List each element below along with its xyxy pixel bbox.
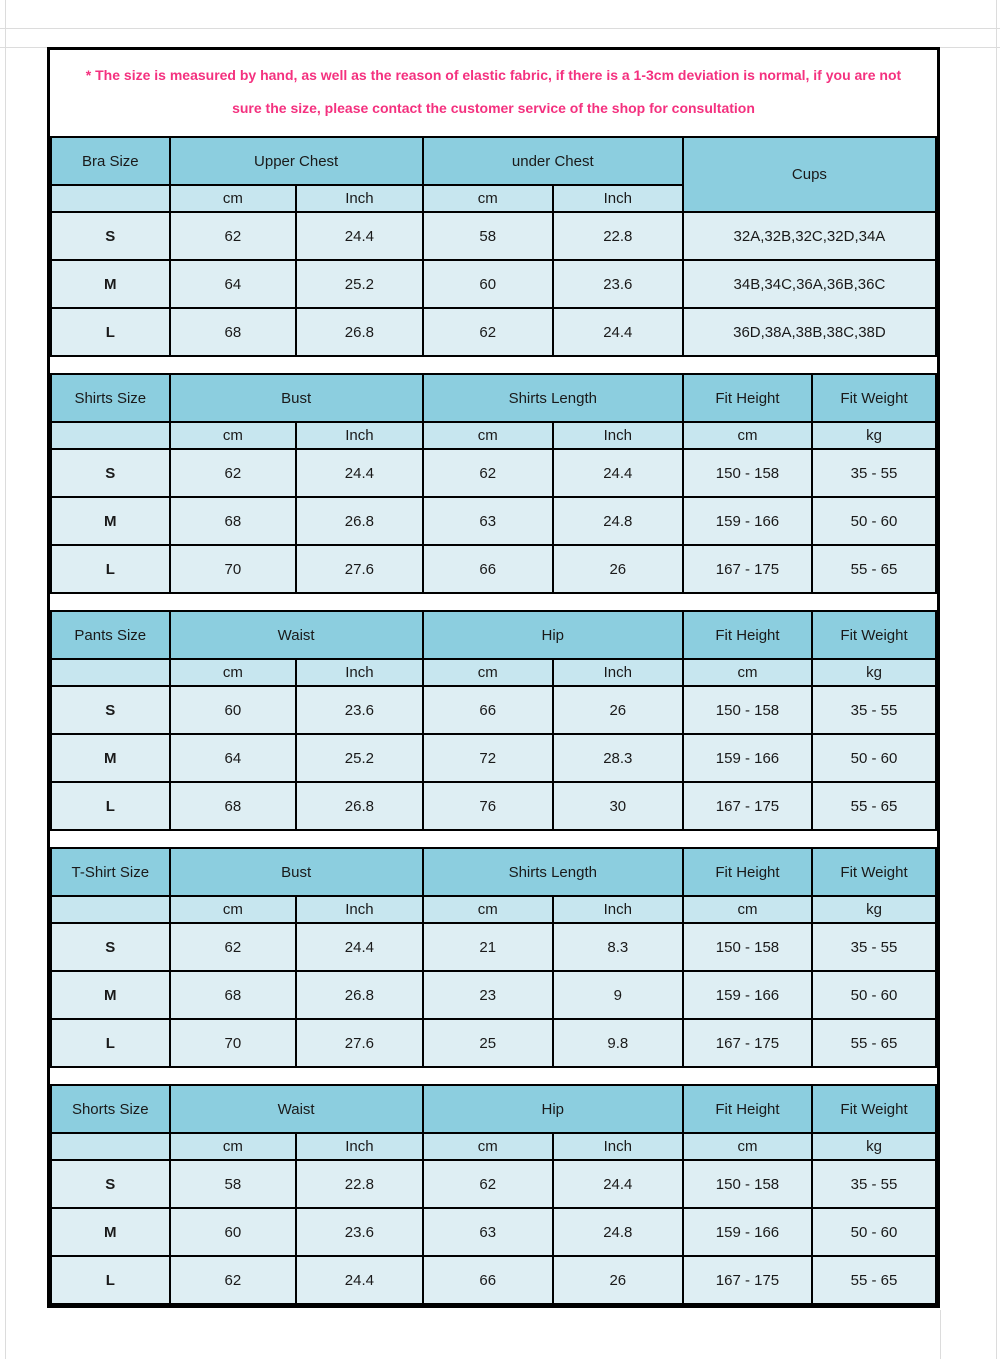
units-row	[51, 1133, 936, 1160]
value-cell: 70	[170, 545, 297, 593]
size-cell: M	[51, 971, 170, 1019]
unit-cell: cm	[683, 1133, 812, 1160]
value-cell: 68	[170, 497, 297, 545]
unit-cell: cm	[170, 422, 297, 449]
value-cell: 24.4	[296, 212, 423, 260]
value-cell: 72	[423, 734, 553, 782]
value-cell: 24.4	[296, 449, 423, 497]
unit-cell: kg	[812, 422, 936, 449]
size-row-l	[51, 545, 936, 593]
page-grid-line	[5, 0, 6, 1359]
value-cell: 64	[170, 734, 297, 782]
disclaimer-text	[50, 50, 937, 136]
header-row	[51, 374, 936, 422]
unit-cell: cm	[170, 659, 297, 686]
size-cell: M	[51, 260, 170, 308]
value-cell: 50 - 60	[812, 1208, 936, 1256]
unit-cell: cm	[170, 185, 297, 212]
size-row-l	[51, 1019, 936, 1067]
fit-height-header: Fit Height	[683, 374, 812, 422]
disclaimer-line-2: sure the size, please contact the customer service of the shop for consultation	[232, 100, 755, 116]
size-row-m	[51, 260, 936, 308]
value-cell: 25.2	[296, 260, 423, 308]
value-cell: 9	[553, 971, 683, 1019]
unit-cell: Inch	[296, 659, 423, 686]
value-cell: 167 - 175	[683, 545, 812, 593]
size-row-l	[51, 782, 936, 830]
unit-cell: cm	[683, 896, 812, 923]
value-cell: 150 - 158	[683, 923, 812, 971]
unit-cell: cm	[683, 422, 812, 449]
value-cell: 25	[423, 1019, 553, 1067]
units-row	[51, 896, 936, 923]
unit-cell: Inch	[553, 1133, 683, 1160]
unit-cell: kg	[812, 896, 936, 923]
units-row	[51, 659, 936, 686]
cups-value-cell: 34B,34C,36A,36B,36C	[683, 260, 936, 308]
unit-cell: Inch	[296, 896, 423, 923]
size-row-m	[51, 734, 936, 782]
value-cell: 58	[170, 1160, 297, 1208]
value-cell: 62	[170, 1256, 297, 1304]
group-header-waist: Waist	[170, 611, 423, 659]
unit-cell: Inch	[296, 185, 423, 212]
value-cell: 66	[423, 545, 553, 593]
value-cell: 68	[170, 782, 297, 830]
size-row-m	[51, 1208, 936, 1256]
size-row-s	[51, 923, 936, 971]
empty-unit-cell	[51, 896, 170, 923]
size-row-l	[51, 308, 936, 356]
fit-height-header: Fit Height	[683, 1085, 812, 1133]
value-cell: 35 - 55	[812, 449, 936, 497]
units-row	[51, 422, 936, 449]
value-cell: 25.2	[296, 734, 423, 782]
value-cell: 167 - 175	[683, 1256, 812, 1304]
value-cell: 159 - 166	[683, 1208, 812, 1256]
value-cell: 62	[170, 449, 297, 497]
page-grid-line	[0, 28, 1000, 29]
value-cell: 22.8	[553, 212, 683, 260]
table-gap	[50, 594, 937, 610]
value-cell: 30	[553, 782, 683, 830]
size-cell: S	[51, 1160, 170, 1208]
unit-cell: cm	[423, 659, 553, 686]
value-cell: 24.4	[553, 308, 683, 356]
size-cell: L	[51, 545, 170, 593]
unit-cell: kg	[812, 1133, 936, 1160]
unit-cell: cm	[170, 896, 297, 923]
size-row-s	[51, 686, 936, 734]
value-cell: 68	[170, 308, 297, 356]
fit-height-header: Fit Height	[683, 848, 812, 896]
group-header-under-chest: under Chest	[423, 137, 683, 185]
value-cell: 24.4	[553, 449, 683, 497]
unit-cell: cm	[423, 1133, 553, 1160]
value-cell: 62	[170, 212, 297, 260]
value-cell: 62	[423, 1160, 553, 1208]
tshirt-size-table	[50, 847, 937, 1068]
size-row-s	[51, 449, 936, 497]
size-type-header: Shirts Size	[51, 374, 170, 422]
size-row-m	[51, 971, 936, 1019]
value-cell: 55 - 65	[812, 1256, 936, 1304]
size-row-s	[51, 212, 936, 260]
value-cell: 23.6	[296, 686, 423, 734]
group-header-hip: Hip	[423, 1085, 683, 1133]
value-cell: 76	[423, 782, 553, 830]
size-cell: L	[51, 1256, 170, 1304]
value-cell: 60	[170, 1208, 297, 1256]
group-header-upper-chest: Upper Chest	[170, 137, 423, 185]
header-row	[51, 137, 936, 185]
value-cell: 66	[423, 1256, 553, 1304]
disclaimer-line-1: * The size is measured by hand, as well as the reason of elastic fabric, if there is a 1-3cm deviation is normal, if you are not	[85, 67, 902, 83]
page-grid-line	[940, 1310, 941, 1359]
value-cell: 70	[170, 1019, 297, 1067]
value-cell: 58	[423, 212, 553, 260]
value-cell: 23.6	[553, 260, 683, 308]
value-cell: 62	[423, 308, 553, 356]
empty-unit-cell	[51, 1133, 170, 1160]
group-header-bust: Bust	[170, 374, 423, 422]
value-cell: 8.3	[553, 923, 683, 971]
value-cell: 64	[170, 260, 297, 308]
value-cell: 167 - 175	[683, 1019, 812, 1067]
fit-weight-header: Fit Weight	[812, 611, 936, 659]
unit-cell: Inch	[553, 422, 683, 449]
value-cell: 68	[170, 971, 297, 1019]
size-cell: L	[51, 1019, 170, 1067]
value-cell: 63	[423, 497, 553, 545]
value-cell: 26	[553, 545, 683, 593]
size-row-s	[51, 1160, 936, 1208]
group-header-shirts-length: Shirts Length	[423, 848, 683, 896]
unit-cell: Inch	[553, 659, 683, 686]
cups-header: Cups	[683, 137, 936, 212]
unit-cell: cm	[683, 659, 812, 686]
size-type-header: Bra Size	[51, 137, 170, 185]
size-cell: S	[51, 212, 170, 260]
value-cell: 27.6	[296, 545, 423, 593]
cups-value-cell: 36D,38A,38B,38C,38D	[683, 308, 936, 356]
value-cell: 24.8	[553, 497, 683, 545]
size-type-header: T-Shirt Size	[51, 848, 170, 896]
value-cell: 23.6	[296, 1208, 423, 1256]
value-cell: 9.8	[553, 1019, 683, 1067]
size-cell: M	[51, 1208, 170, 1256]
size-row-l	[51, 1256, 936, 1304]
value-cell: 50 - 60	[812, 734, 936, 782]
unit-cell: Inch	[296, 422, 423, 449]
unit-cell: cm	[423, 422, 553, 449]
value-cell: 35 - 55	[812, 923, 936, 971]
value-cell: 26.8	[296, 971, 423, 1019]
unit-cell: cm	[423, 185, 553, 212]
shirts-size-table	[50, 373, 937, 594]
value-cell: 55 - 65	[812, 545, 936, 593]
value-cell: 55 - 65	[812, 782, 936, 830]
group-header-waist: Waist	[170, 1085, 423, 1133]
size-cell: L	[51, 782, 170, 830]
header-row	[51, 1085, 936, 1133]
size-cell: M	[51, 497, 170, 545]
value-cell: 63	[423, 1208, 553, 1256]
fit-weight-header: Fit Weight	[812, 848, 936, 896]
value-cell: 50 - 60	[812, 971, 936, 1019]
empty-unit-cell	[51, 659, 170, 686]
value-cell: 60	[423, 260, 553, 308]
unit-cell: Inch	[296, 1133, 423, 1160]
header-row	[51, 611, 936, 659]
table-gap	[50, 831, 937, 847]
value-cell: 24.4	[296, 923, 423, 971]
unit-cell: kg	[812, 659, 936, 686]
value-cell: 150 - 158	[683, 1160, 812, 1208]
value-cell: 55 - 65	[812, 1019, 936, 1067]
value-cell: 167 - 175	[683, 782, 812, 830]
bra-size-table	[50, 136, 937, 357]
shorts-size-table	[50, 1084, 937, 1305]
value-cell: 23	[423, 971, 553, 1019]
header-row	[51, 848, 936, 896]
pants-size-table	[50, 610, 937, 831]
value-cell: 159 - 166	[683, 497, 812, 545]
value-cell: 24.4	[296, 1256, 423, 1304]
value-cell: 22.8	[296, 1160, 423, 1208]
unit-cell: cm	[423, 896, 553, 923]
unit-cell: Inch	[553, 896, 683, 923]
size-cell: L	[51, 308, 170, 356]
size-cell: S	[51, 449, 170, 497]
group-header-shirts-length: Shirts Length	[423, 374, 683, 422]
empty-unit-cell	[51, 422, 170, 449]
value-cell: 60	[170, 686, 297, 734]
value-cell: 150 - 158	[683, 449, 812, 497]
unit-cell: cm	[170, 1133, 297, 1160]
size-type-header: Pants Size	[51, 611, 170, 659]
value-cell: 24.4	[553, 1160, 683, 1208]
value-cell: 62	[170, 923, 297, 971]
group-header-bust: Bust	[170, 848, 423, 896]
value-cell: 66	[423, 686, 553, 734]
empty-unit-cell	[51, 185, 170, 212]
unit-cell: Inch	[553, 185, 683, 212]
fit-height-header: Fit Height	[683, 611, 812, 659]
value-cell: 150 - 158	[683, 686, 812, 734]
value-cell: 159 - 166	[683, 734, 812, 782]
cups-value-cell: 32A,32B,32C,32D,34A	[683, 212, 936, 260]
value-cell: 159 - 166	[683, 971, 812, 1019]
value-cell: 24.8	[553, 1208, 683, 1256]
fit-weight-header: Fit Weight	[812, 1085, 936, 1133]
value-cell: 62	[423, 449, 553, 497]
size-cell: S	[51, 686, 170, 734]
table-gap	[50, 1068, 937, 1084]
size-type-header: Shorts Size	[51, 1085, 170, 1133]
value-cell: 35 - 55	[812, 1160, 936, 1208]
size-cell: M	[51, 734, 170, 782]
value-cell: 26.8	[296, 497, 423, 545]
value-cell: 26.8	[296, 308, 423, 356]
size-cell: S	[51, 923, 170, 971]
value-cell: 26	[553, 686, 683, 734]
value-cell: 26.8	[296, 782, 423, 830]
size-row-m	[51, 497, 936, 545]
value-cell: 27.6	[296, 1019, 423, 1067]
value-cell: 50 - 60	[812, 497, 936, 545]
value-cell: 21	[423, 923, 553, 971]
value-cell: 35 - 55	[812, 686, 936, 734]
size-chart-block	[47, 47, 940, 1308]
fit-weight-header: Fit Weight	[812, 374, 936, 422]
group-header-hip: Hip	[423, 611, 683, 659]
table-gap	[50, 357, 937, 373]
value-cell: 28.3	[553, 734, 683, 782]
value-cell: 26	[553, 1256, 683, 1304]
page-grid-line	[996, 0, 997, 1359]
